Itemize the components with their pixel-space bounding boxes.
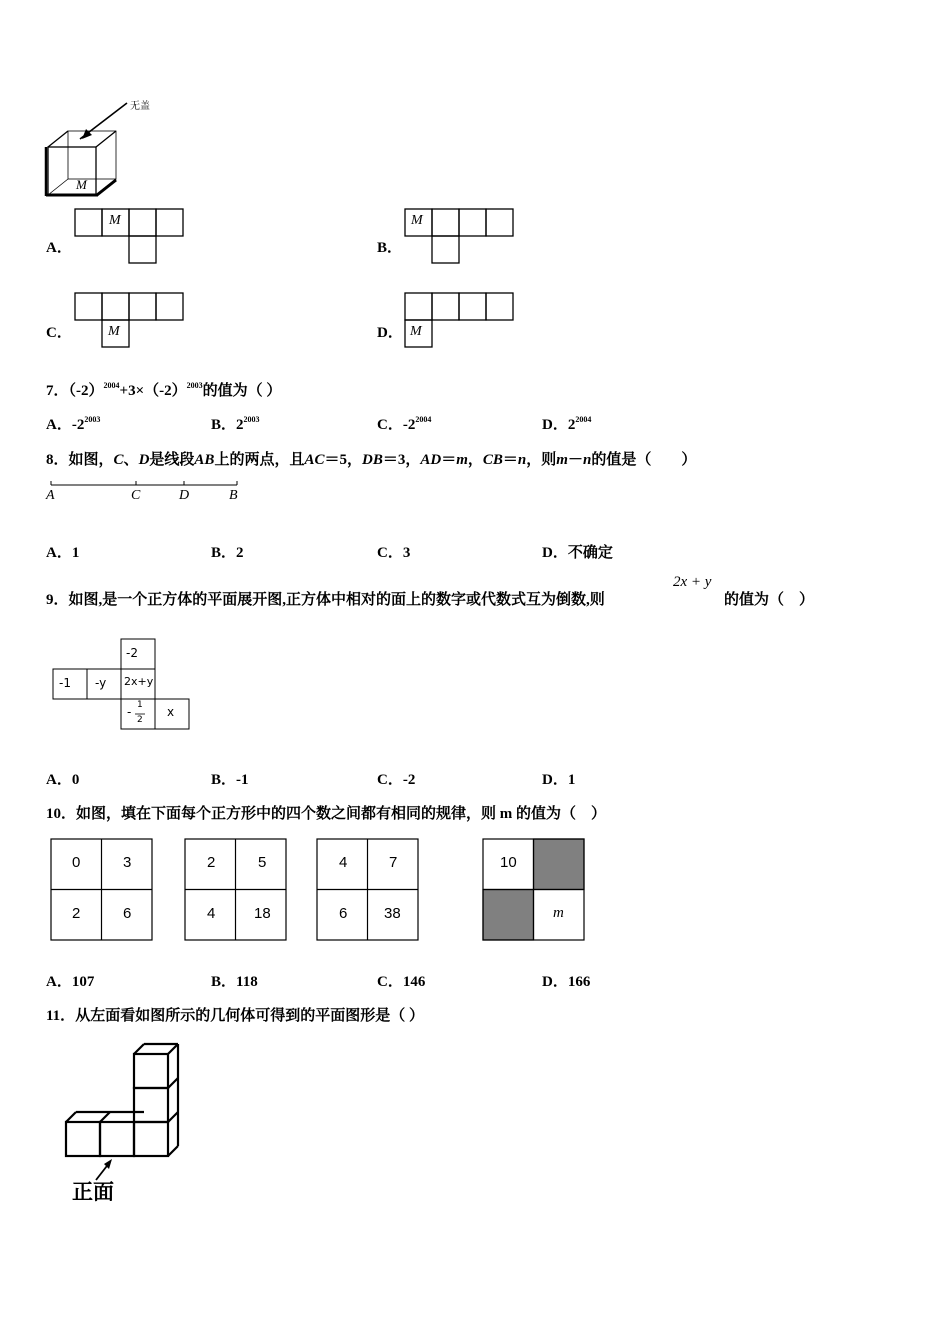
q9-option-d[interactable]: D．1 xyxy=(542,772,576,788)
cube-face-mark: M xyxy=(76,177,87,192)
q9-option-b[interactable]: B．-1 xyxy=(211,772,249,788)
q6-option-a-net[interactable] xyxy=(74,208,186,264)
q6-option-a-letter[interactable]: A． xyxy=(46,240,72,256)
cell-bottom-right: 18 xyxy=(254,905,271,922)
q8-option-c[interactable]: C．3 xyxy=(377,545,411,561)
cell-bottom-right: 6 xyxy=(123,905,132,922)
q9-expression: 2x + y xyxy=(673,574,712,590)
q6-option-b-letter[interactable]: B． xyxy=(377,240,403,256)
q8-option-a[interactable]: A．1 xyxy=(46,545,80,561)
face-mark: M xyxy=(108,324,120,339)
q8-option-b[interactable]: B．2 xyxy=(211,545,244,561)
cell-bottom-right: 38 xyxy=(384,905,401,922)
q9-stem: 9．如图,是一个正方体的平面展开图,正方体中相对的面上的数字或代数式互为倒数,则 xyxy=(46,592,605,608)
net-left2: -y xyxy=(95,676,107,690)
q7-stem: 7．$(-2)^{2004}+3\times(-2)^{2003}$的值为（ ） xyxy=(46,381,282,399)
net-right: x xyxy=(167,705,175,719)
q11-stem: 11．从左面看如图所示的几何体可得到的平面图形是（ ） xyxy=(46,1008,424,1024)
q7-option-a[interactable]: A．$-2^{2003}$ xyxy=(46,415,101,433)
q6-option-c-letter[interactable]: C． xyxy=(46,325,72,341)
net-top: -2 xyxy=(126,646,138,660)
cell-bottom-right: m xyxy=(553,905,564,921)
cell-top-right: 7 xyxy=(389,854,398,871)
q7-option-c[interactable]: C．$-2^{2004}$ xyxy=(377,415,432,433)
number-square-3 xyxy=(316,838,420,942)
q9-cube-net xyxy=(51,638,191,730)
q10-option-c[interactable]: C．146 xyxy=(377,974,426,990)
q10-option-a[interactable]: A．107 xyxy=(46,974,95,990)
q9-stem-tail: 的值为（ ） xyxy=(724,592,815,608)
net-left1: -1 xyxy=(59,676,71,690)
shaded-cell xyxy=(534,839,585,890)
cell-top-left: 0 xyxy=(72,854,81,871)
q10-stem: 10．如图，填在下面每个正方形中的四个数之间都有相同的规律，则 m 的值为（ ） xyxy=(46,806,607,822)
net-bottom-den: 2 xyxy=(137,715,143,725)
q11-solid-figure xyxy=(52,1038,192,1208)
cell-top-left: 4 xyxy=(339,854,348,871)
q6-cube-figure xyxy=(40,95,180,205)
cell-top-right: 3 xyxy=(123,854,132,871)
cell-bottom-left: 6 xyxy=(339,905,348,922)
shaded-cell xyxy=(483,890,534,941)
cell-top-right: 5 xyxy=(258,854,267,871)
point-a: A xyxy=(46,488,55,503)
q9-option-a[interactable]: A．0 xyxy=(46,772,80,788)
q8-option-d[interactable]: D．不确定 xyxy=(542,545,613,561)
q7-option-b[interactable]: B．$2^{2003}$ xyxy=(211,415,260,433)
cell-top-left: 2 xyxy=(207,854,216,871)
face-mark: M xyxy=(109,213,121,228)
number-square-4 xyxy=(482,838,586,942)
point-d: D xyxy=(179,488,190,503)
q9-option-c[interactable]: C．-2 xyxy=(377,772,416,788)
cell-top-left: 10 xyxy=(500,854,517,871)
open-cube-diagram xyxy=(40,95,180,205)
net-bottom-sign: - xyxy=(127,705,132,719)
point-b: B xyxy=(229,488,238,503)
q6-option-b-net[interactable] xyxy=(404,208,516,264)
net-center: 2x+y xyxy=(124,675,154,688)
q8-stem: 8．如图，C、D是线段AB上的两点，且AC＝5，DB＝3，AD＝m，CB＝n，则m－n的值是（ ） xyxy=(46,452,697,468)
cube-label: 无盖 xyxy=(130,101,150,112)
cell-bottom-left: 4 xyxy=(207,905,216,922)
q10-option-d[interactable]: D．166 xyxy=(542,974,591,990)
number-square-1 xyxy=(50,838,154,942)
q6-option-d-net[interactable] xyxy=(404,292,516,348)
face-mark: M xyxy=(411,213,423,228)
q7-option-d[interactable]: D．$2^{2004}$ xyxy=(542,415,592,433)
q10-option-b[interactable]: B．118 xyxy=(211,974,258,990)
point-c: C xyxy=(131,488,141,503)
q8-segment-figure xyxy=(44,478,248,508)
face-mark: M xyxy=(410,324,422,339)
q6-option-d-letter[interactable]: D． xyxy=(377,325,403,341)
number-square-2 xyxy=(184,838,288,942)
front-label: 正面 xyxy=(72,1180,114,1204)
cell-bottom-left: 2 xyxy=(72,905,81,922)
net-bottom-num: 1 xyxy=(137,700,143,710)
q6-option-c-net[interactable] xyxy=(74,292,186,348)
